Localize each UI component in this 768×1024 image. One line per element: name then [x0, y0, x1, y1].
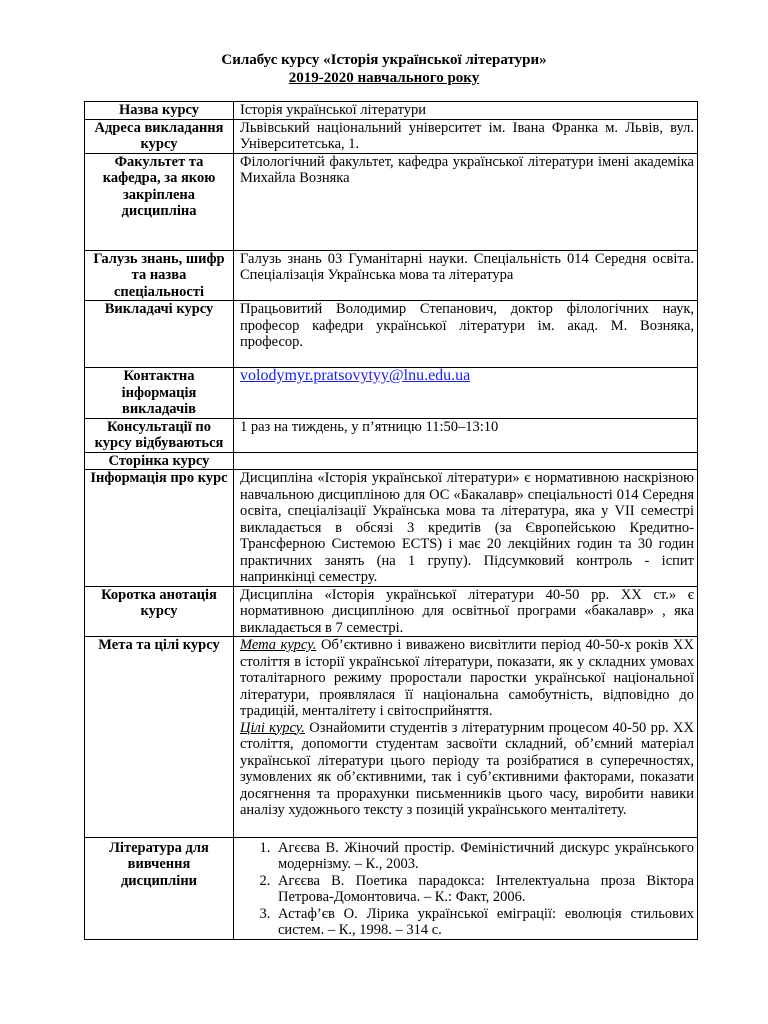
table-row [85, 153, 698, 250]
syllabus-table [84, 101, 698, 940]
table-row [85, 250, 698, 301]
row-label-contact: Контактна інформація викладачів [85, 368, 234, 419]
row-label-field: Галузь знань, шифр та назва спеціальності [85, 250, 234, 301]
row-value-field: Галузь знань 03 Гуманітарні науки. Спеціальність 014 Середня освіта. Спеціалізація Українська мова та література [234, 250, 698, 301]
table-row [85, 368, 698, 419]
row-value-info: Дисципліна «Історія української літератури» є нормативною наскрізною навчальною дисципліною для ОС «Бакалавр» спеціальності 014 Середня освіта, спеціалізації Українська мова та література, яка у VII семестрі викладається в обсязі 3 кредитів (за Європейською Кредитно-Трансферною Системою ECTS) і має 20 лекційних годин та 30 годин практичних занять (на 1 групу). Підсумковий контроль - іспит напринкінці семестру. [234, 470, 698, 587]
aim-text: Об’єктивно і виважено висвітлити період 40-50-х років ХХ століття в історії української літератури, показати, як у складних умовах тоталітарного режиму проростали паростки української національної літератури, проявлялася її національна самобутність, відповідно до традицій, менталітету і світосприйняття. [240, 637, 694, 719]
list-item: 3. Астаф’єв О. Лірика української еміграції: еволюція стильових систем. – К., 1998. – 314 с. [274, 906, 694, 939]
table-row [85, 637, 698, 838]
table-row [85, 418, 698, 452]
row-value-contact [234, 368, 698, 419]
literature-list [240, 840, 694, 939]
document-title [0, 51, 768, 87]
row-label-goals: Мета та цілі курсу [85, 637, 234, 838]
row-label-consult: Консультації по курсу відбуваються [85, 418, 234, 452]
email-link[interactable]: volodymyr.pratsovytyy@lnu.edu.ua [240, 367, 471, 384]
table-row [85, 837, 698, 939]
goals-paragraph [240, 720, 694, 819]
row-value-course-name: Історія української літератури [234, 102, 698, 120]
row-value-address: Львівський національний університет ім. Івана Франка м. Львів, вул. Університетська, 1. [234, 119, 698, 153]
list-item: 1. Агєєва В. Жіночий простір. Феміністичний дискурс українського модернізму. – К., 2003. [274, 840, 694, 873]
table-row [85, 102, 698, 120]
table-row [85, 301, 698, 368]
list-item: 2. Агєєва В. Поетика парадокса: Інтелектуальна проза Віктора Петрова-Домонтовича. – К.: Факт, 2006. [274, 873, 694, 906]
aim-heading: Мета курсу. [240, 637, 317, 653]
row-value-literature [234, 837, 698, 939]
row-label-teachers: Викладачі курсу [85, 301, 234, 368]
aim-paragraph [240, 637, 694, 720]
row-value-page [234, 452, 698, 470]
title-line-2: 2019-2020 навчального року [288, 70, 480, 86]
goals-text: Ознайомити студентів з літературним процесом 40-50 рр. ХХ століття, допомогти студентам засвоїти складний, об’ємний матеріал української літератури цього періоду та розібратися в суперечностях, зумовлених як об’єктивними, так і суб’єктивними факторами, показати досягнення та прорахунки письменників цього часу, виробити навики аналізу художнього тексту з позицій українського менталітету. [240, 719, 695, 818]
row-label-course-name: Назва курсу [85, 102, 234, 120]
row-value-summary: Дисципліна «Історія української літератури 40-50 рр. ХХ ст.» є нормативною дисципліною для освітньої програми «бакалавр» , яка викладається в 7 семестрі. [234, 586, 698, 637]
row-value-consult: 1 раз на тиждень, у п’ятницю 11:50–13:10 [234, 418, 698, 452]
row-label-literature: Література для вивчення дисципліни [85, 837, 234, 939]
row-label-info: Інформація про курс [85, 470, 234, 587]
row-label-summary: Коротка анотація курсу [85, 586, 234, 637]
row-label-faculty: Факультет та кафедра, за якою закріплена дисципліна [85, 153, 234, 250]
table-row [85, 452, 698, 470]
row-label-address: Адреса викладання курсу [85, 119, 234, 153]
row-value-goals [234, 637, 698, 838]
row-label-page: Сторінка курсу [85, 452, 234, 470]
row-value-teachers: Працьовитий Володимир Степанович, доктор філологічних наук, професор кафедри української літератури ім. акад. М. Возняка, професор. [234, 301, 698, 368]
goals-heading: Цілі курсу. [240, 719, 305, 736]
row-value-faculty: Філологічний факультет, кафедра української літератури імені академіка Михайла Возняка [234, 153, 698, 250]
table-row [85, 586, 698, 637]
table-row [85, 470, 698, 587]
table-row [85, 119, 698, 153]
title-line-1: Силабус курсу «Історія української літератури» [221, 52, 547, 68]
